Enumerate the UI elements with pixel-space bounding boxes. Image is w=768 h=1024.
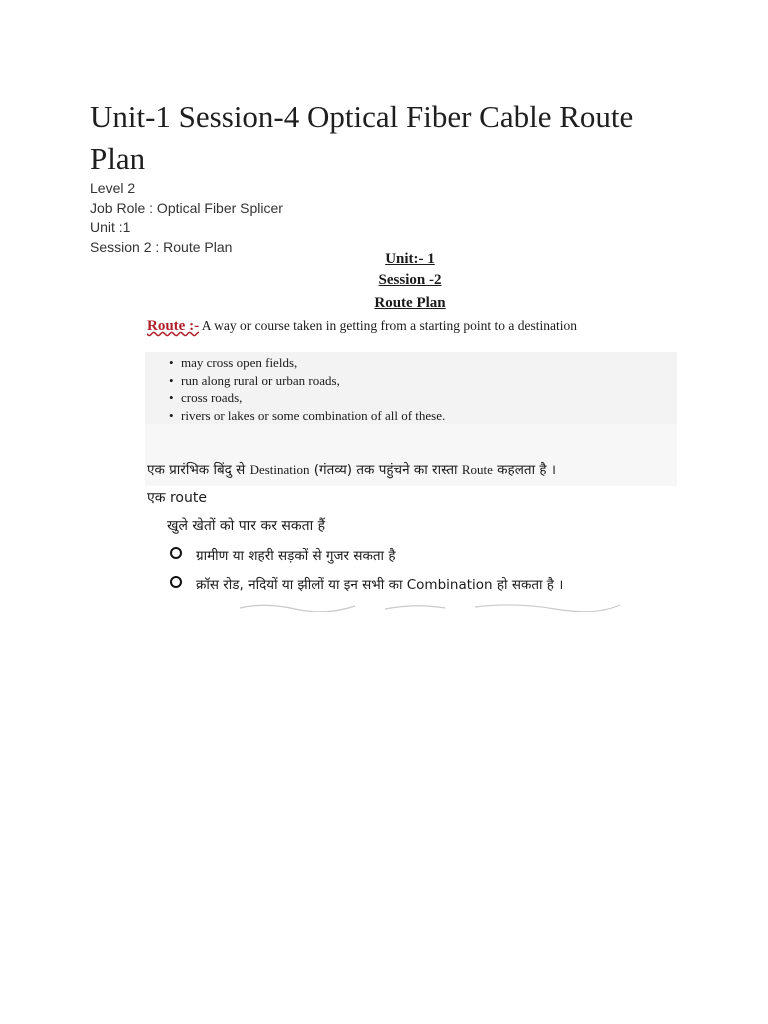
hindi-point: खुले खेतों को पार कर सकता हैं	[167, 518, 326, 534]
scan-heading-title: Route Plan	[374, 295, 446, 311]
route-keyword: Route :-	[147, 318, 200, 334]
route-bullet-list	[145, 352, 677, 424]
hindi-point-text: क्रॉस रोड, नदियों या झीलों या इन सभी का Combination हो सकता है ।	[196, 577, 564, 593]
hindi-def-part: Destination	[249, 462, 310, 477]
list-item: • cross roads,	[145, 389, 677, 407]
hindi-def-part: एक प्रारंभिक बिंदु से	[147, 462, 250, 478]
hindi-point-text: ग्रामीण या शहरी सड़कों से गुजर सकता है	[196, 548, 396, 564]
route-definition-text: A way or course taken in getting from a starting point to a destination	[199, 318, 577, 333]
list-item: • may cross open fields,	[145, 354, 677, 372]
level-text: Level 2	[90, 180, 136, 196]
scan-heading-unit: Unit:- 1	[385, 251, 435, 267]
hindi-point	[170, 546, 396, 564]
hindi-point	[170, 575, 563, 593]
list-item: • rivers or lakes or some combination of all of these.	[145, 407, 677, 425]
circle-bullet-icon	[170, 547, 182, 559]
hindi-definition	[147, 460, 556, 478]
scan-artifact-marks	[235, 600, 625, 612]
hindi-def-part: कहलता है ।	[492, 462, 556, 478]
hindi-def-part: Route	[461, 462, 493, 477]
list-item: • run along rural or urban roads,	[145, 372, 677, 390]
job-role-text: Job Role : Optical Fiber Splicer	[90, 200, 283, 216]
scan-heading-session: Session -2	[378, 272, 442, 288]
hindi-def-part: (गंतव्य) तक पहुंचने का रास्ता	[309, 462, 462, 478]
scanned-page-image	[145, 250, 680, 615]
circle-bullet-icon	[170, 576, 182, 588]
unit-text: Unit :1	[90, 219, 131, 235]
route-definition	[147, 318, 577, 335]
session-text: Session 2 : Route Plan	[90, 239, 233, 255]
hindi-ek-route: एक route	[147, 490, 207, 506]
page-title: Unit-1 Session-4 Optical Fiber Cable Route Plan	[90, 99, 634, 176]
